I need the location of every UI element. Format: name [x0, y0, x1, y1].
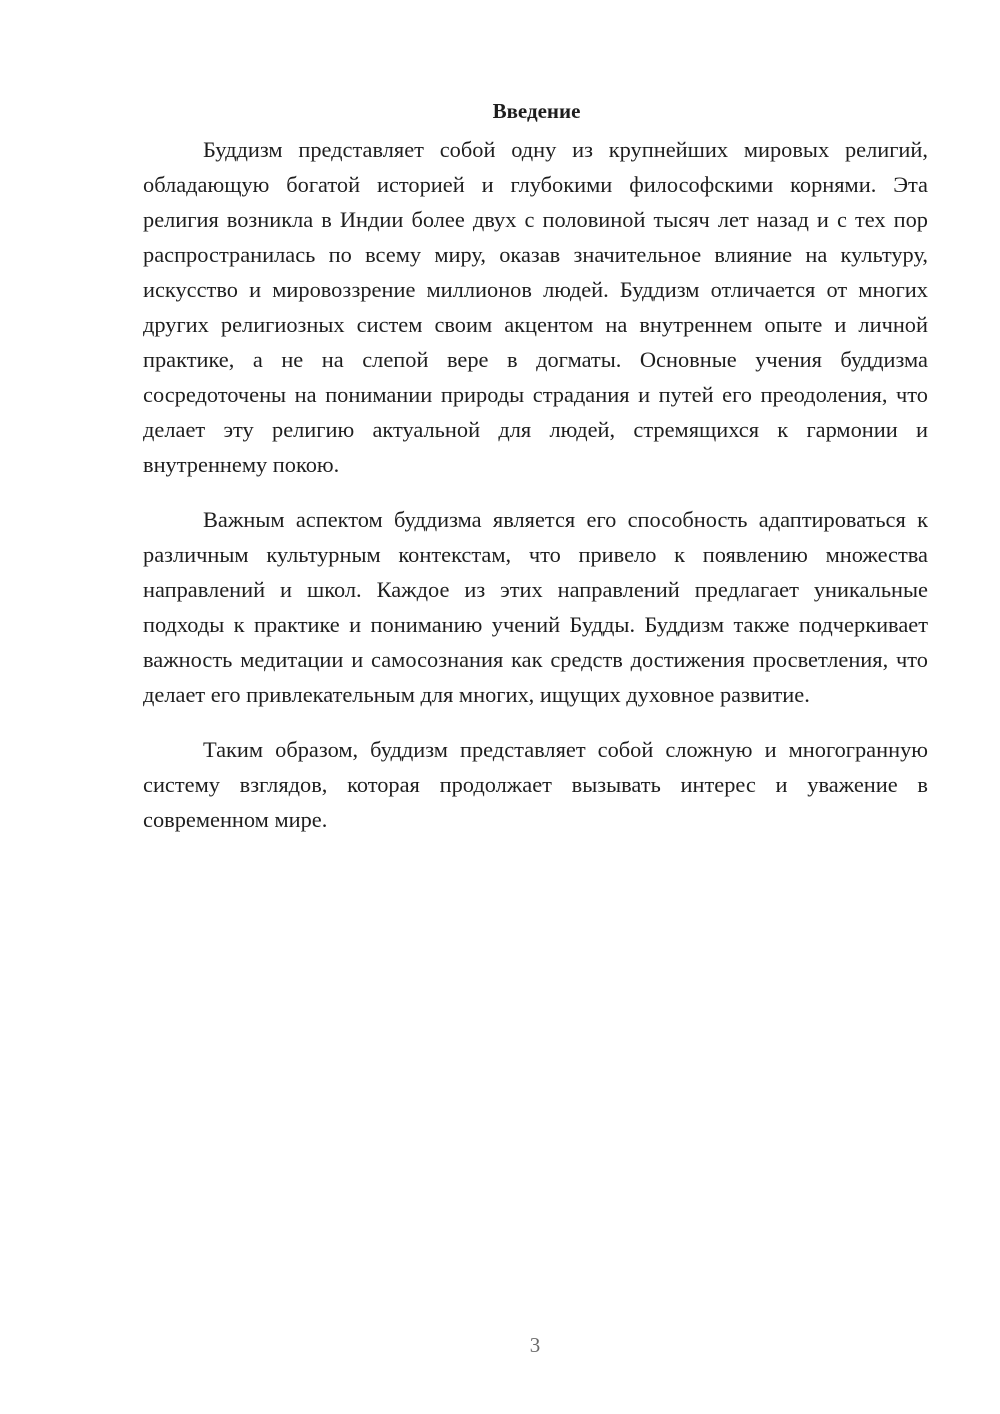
paragraph-conclusion: Таким образом, буддизм представляет собой сложную и многогранную систему взглядов, которая продолжает вызывать интерес и уважение в современном мире. [143, 737, 928, 832]
page-number: 3 [529, 1333, 541, 1357]
paragraph-adaptation: Важным аспектом буддизма является его способность адаптироваться к различным культурным контекстам, что привело к появлению множества направлений и школ. Каждое из этих направлений предлагает уникальные подходы к практике и пониманию учений Будды. Буддизм также подчеркивает важность медитации и самосознания как средств достижения просветления, что делает его привлекательным для многих, ищущих духовное развитие. [143, 507, 928, 707]
document-body [143, 96, 928, 837]
paragraph-intro: Буддизм представляет собой одну из крупнейших мировых религий, обладающую богатой историей и глубокими философскими корнями. Эта религия возникла в Индии более двух с половиной тысяч лет назад и с тех пор распространилась по всему миру, оказав значительное влияние на культуру, искусство и мировоззрение миллионов людей. Буддизм отличается от многих других религиозных систем своим акцентом на внутреннем опыте и личной практике, а не на слепой вере в догматы. Основные учения буддизма сосредоточены на понимании природы страдания и путей его преодоления, что делает эту религию актуальной для людей, стремящихся к гармонии и внутреннему покою. [143, 137, 928, 477]
page-title: Введение [492, 99, 581, 123]
